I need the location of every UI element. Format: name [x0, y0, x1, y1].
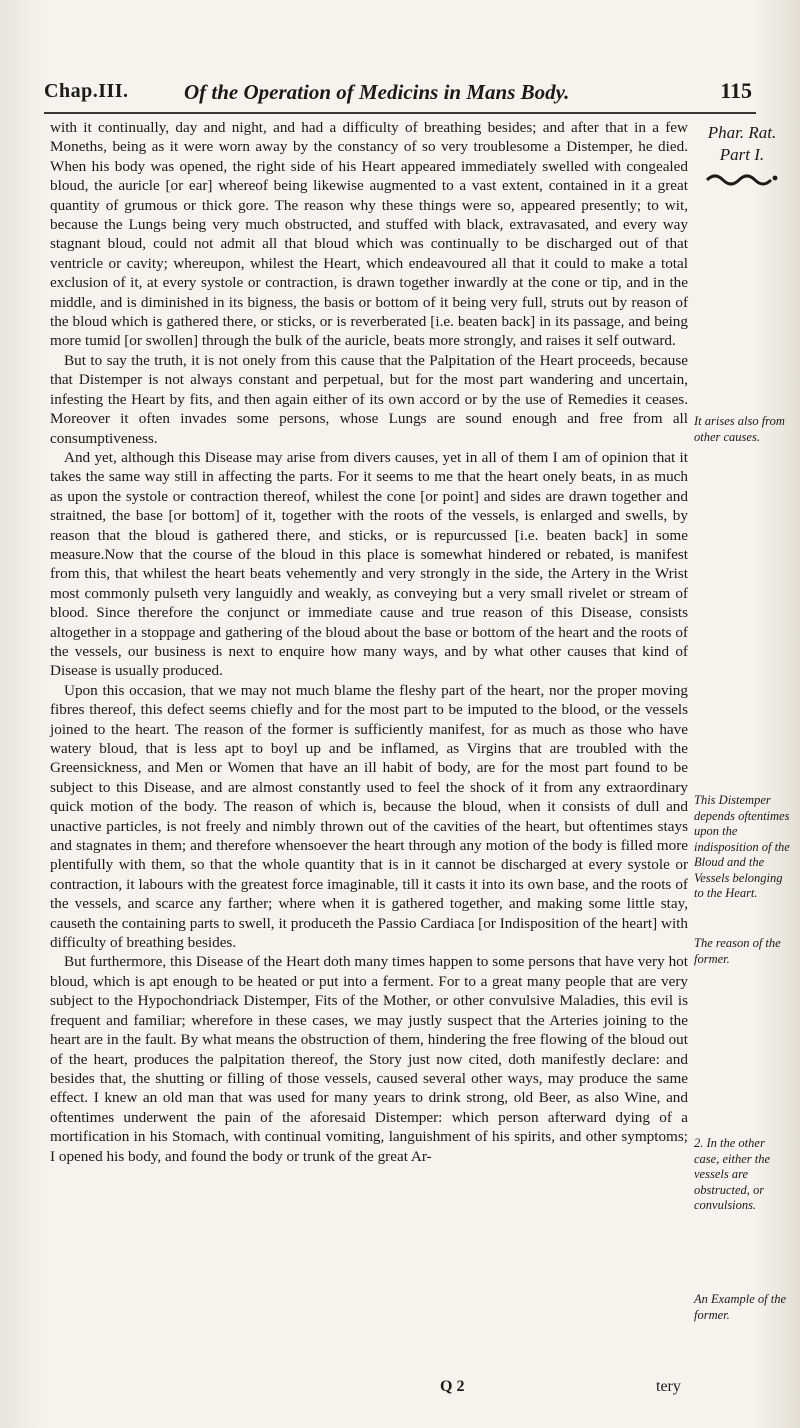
running-header: [44, 80, 756, 110]
running-title: Of the Operation of Medicins in Mans Body.: [184, 80, 570, 104]
paragraph-1: with it continually, day and night, and had a difficulty of breathing besides; and after that in a few Moneths, being as it were worn away by the constancy of so very troublesome a Distemper, he died. When his body was opened, the right side of his Heart appeared immediately swelled with congealed bloud, the auricle [or ear] whereof being likewise augmented to a vast extent, contained in it a great quantity of grumous or thick gore. The reason why these things were so, appeared presently; to wit, because the Lungs being very much obstructed, and stuffed with black, extravasated, and every way stagnant bloud, could not admit all that bloud which was continually to be discharged out of that ventricle or cavity; whereupon, whilest the Heart, which endeavoured all that it could to make a total exclusion of it, at every systole or contraction, is drawn together inwardly at the cone or tip, and in the middle, and is diminished in its bigness, the basis or bottom of it being very full, struts out by reason of the bloud which is gathered there, or sticks, or is reverberated [i.e. beaten back] in its passage, and being more tumid [or swollen] through the bulk of the auricle, beats more strongly, and raises it self outward.: [50, 119, 688, 350]
page-number: 115: [720, 78, 752, 103]
paragraph-3: And yet, although this Disease may arise from divers causes, yet in all of them I am of opinion that it takes the same way still in affecting the parts. For it seems to me that the heart onely beats, in as much as upon the systole or contraction thereof, whilest the cone [or point] and sides are drawn together and straitned, the base [or bottom] of it, together with the roots of the vessels, is enlarged and swells, by reason that the bloud is gathered there, and sticks, or is repurcussed [i.e. beaten back] in some measure.Now that the course of the bloud in this place is somewhat hindered or rebated, is manifest from this, that whilest the heart beats vehemently and very strongly in the side, the Artery in the Wrist most commonly pulseth very languidly and weakly, as conveying but a very small rivelet or stream of blood. Since therefore the conjunct or immediate cause and true reason of this Disease, consists altogether in a stoppage and gathering of the bloud about the base or bottom of the heart and the roots of the vessels, our business is next to enquire how many ways, and by what other causes that kind of Disease is usually produced.: [50, 448, 688, 680]
main-text-column: [50, 118, 688, 1166]
signature-mark: Q 2: [440, 1378, 465, 1395]
paragraph-2: But to say the truth, it is not onely from this cause that the Palpitation of the Heart proceeds, because that Distemper is not always constant and perpetual, but for the most part wandering and uncertain, infesting the Heart by fits, and then again either of its own accord or by the use of Remedies it ceases. Moreover it often invades some persons, whose Lungs are sound enough and free from all consumptiveness.: [50, 351, 688, 447]
margin-heading-line2: Part I.: [719, 145, 765, 164]
chapter-label: Chap.III.: [44, 80, 129, 102]
margin-note-other-case: 2. In the other case, either the vessels are obstructed, or convulsions.: [694, 1136, 771, 1212]
margin-note-example: An Example of the former.: [694, 1292, 786, 1322]
flourish-ornament: [705, 170, 779, 186]
margin-note-reason-former: The reason of the former.: [694, 936, 781, 966]
paragraph-4: Upon this occasion, that we may not much blame the fleshy part of the heart, nor the proper moving fibres thereof, this defect seems chiefly and for the most part to be imputed to the blood, or the vessels joined to the heart. The reason of the former is sufficiently manifest, for as much as those who have watery bloud, that is less apt to boyl up and be inflamed, as Virgins that are troubled with the Greensickness, and Men or Women that have an ill habit of body, are for the most part found to be subject to this Disease, and are almost constantly used to feel the shock of it from any extraordinary quick motion of the body. The reason of which is, because the bloud, when it consists of dull and unactive particles, is not freely and nimbly thrown out of the cavities of the heart, but oftentimes stays and stagnates in them; and therefore whensoever the heart through any motion of the body is filled more plentifully with them, so that the whole quantity that is in it cannot be discharged at every systole or contraction, it labours with the greatest force imaginable, till it casts it into its own base, and the roots of the vessels, and scarce any farther; where when it is gathered together, and making some little stay, causeth the containing parts to swell, it produceth the Passio Cardiaca [or Indisposition of the heart] with difficulty of breathing besides.: [50, 681, 688, 952]
margin-heading-line1: Phar. Rat.: [707, 123, 777, 142]
margin-note-bloud-vessels: This Distemper depends oftentimes upon the indisposition of the Bloud and the Vessels belonging to the Heart.: [694, 793, 790, 900]
catchword: tery: [656, 1378, 681, 1395]
margin-note-causes: It arises also from other causes.: [694, 414, 785, 444]
margin-section-heading: [694, 122, 790, 186]
paragraph-5: But furthermore, this Disease of the Heart doth many times happen to some persons that have very hot bloud, which is apt enough to be heated or put into a ferment. For to a great many people that are very subject to the Hypochondriack Distemper, Fits of the Mother, or other convulsive Maladies, this evil is frequent and familiar; wherefore in these cases, we may justly suspect that the Arteries joining to the heart are in the fault. By what means the obstruction of them, hindering the free flowing of the bloud out of the heart, produces the palpitation thereof, the Story just now cited, doth manifestly declare: and besides that, the shutting or filling of those vessels, caused several other ways, may produce the same effect. I knew an old man that was used for many years to drink strong, old Beer, as also Wine, and oftentimes underwent the pain of the aforesaid Distemper: which person afterward dying of a mortification in his Stomach, with continual vomiting, languishment of his spirits, and other symptoms; I opened his body, and found the body or trunk of the great Ar-: [50, 953, 688, 1165]
header-rule: [44, 112, 756, 114]
